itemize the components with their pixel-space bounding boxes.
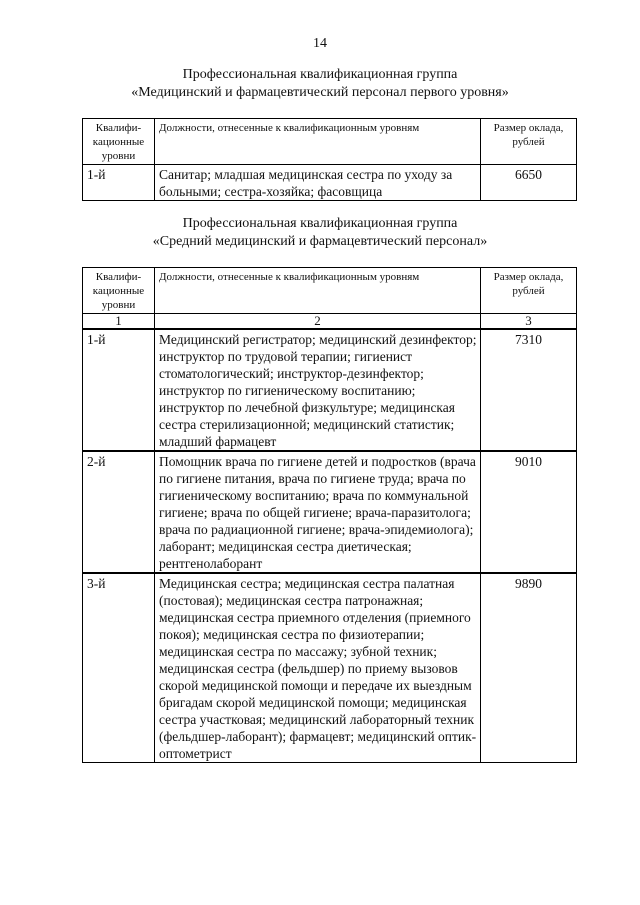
salary-cell: 6650 [481, 165, 577, 201]
header-level: Квалифи-кационные уровни [83, 119, 155, 165]
table-header-row [83, 268, 577, 314]
group1-title-line1: Профессиональная квалификационная группа [182, 67, 458, 82]
level-cell: 3-й [83, 573, 155, 763]
level-cell: 1-й [83, 165, 155, 201]
column-number: 3 [481, 314, 577, 330]
group1-table [82, 118, 577, 201]
table-row [83, 451, 577, 573]
header-positions: Должности, отнесенные к квалификационным уровням [155, 119, 481, 165]
group2-title [0, 215, 640, 251]
salary-cell: 9010 [481, 451, 577, 573]
table-header-row [83, 119, 577, 165]
table-row [83, 329, 577, 451]
level-cell: 1-й [83, 329, 155, 451]
positions-cell: Медицинская сестра; медицинская сестра палатная (постовая); медицинская сестра патронажная; медицинская сестра приемного отделения (приемного покоя); медицинская сестра по физиотерапии; медицинская сестра по массажу; зубной техник; медицинская сестра (фельдшер) по приему вызовов скорой медицинской помощи и передаче их выездным бригадам скорой медицинской помощи; медицинская сестра участковая; медицинский лабораторный техник (фельдшер-лаборант); фармацевт; медицинский оптик-оптометрист [155, 573, 481, 763]
positions-cell: Медицинский регистратор; медицинский дезинфектор; инструктор по трудовой терапии; гигиенист стоматологический; инструктор-дезинфектор; инструктор по гигиеническому воспитанию; инструктор по лечебной физкультуре; медицинская сестра стерилизационной; медицинский статистик; младший фармацевт [155, 329, 481, 451]
group2-table [82, 267, 577, 763]
header-level: Квалифи-кационные уровни [83, 268, 155, 314]
page-number: 14 [313, 36, 327, 51]
salary-cell: 7310 [481, 329, 577, 451]
table-row [83, 573, 577, 763]
group1-title [0, 66, 640, 102]
header-positions: Должности, отнесенные к квалификационным уровням [155, 268, 481, 314]
header-salary: Размер оклада, рублей [481, 119, 577, 165]
group1-title-line2: «Медицинский и фармацевтический персонал первого уровня» [131, 85, 509, 100]
group2-title-line1: Профессиональная квалификационная группа [182, 216, 458, 231]
header-salary: Размер оклада, рублей [481, 268, 577, 314]
column-number-row [83, 314, 577, 330]
positions-cell: Помощник врача по гигиене детей и подростков (врача по гигиене питания, врача по гигиене труда; врача по гигиеническому воспитанию; врача по коммунальной гигиене; врача по общей гигиене; врача-паразитолога; врача по радиационной гигиене; врача-эпидемиолога); лаборант; медицинская сестра диетическая; рентгенолаборант [155, 451, 481, 573]
salary-cell: 9890 [481, 573, 577, 763]
positions-cell: Санитар; младшая медицинская сестра по уходу за больными; сестра-хозяйка; фасовщица [155, 165, 481, 201]
table-row [83, 165, 577, 201]
column-number: 1 [83, 314, 155, 330]
level-cell: 2-й [83, 451, 155, 573]
group2-title-line2: «Средний медицинский и фармацевтический персонал» [152, 234, 488, 249]
column-number: 2 [155, 314, 481, 330]
